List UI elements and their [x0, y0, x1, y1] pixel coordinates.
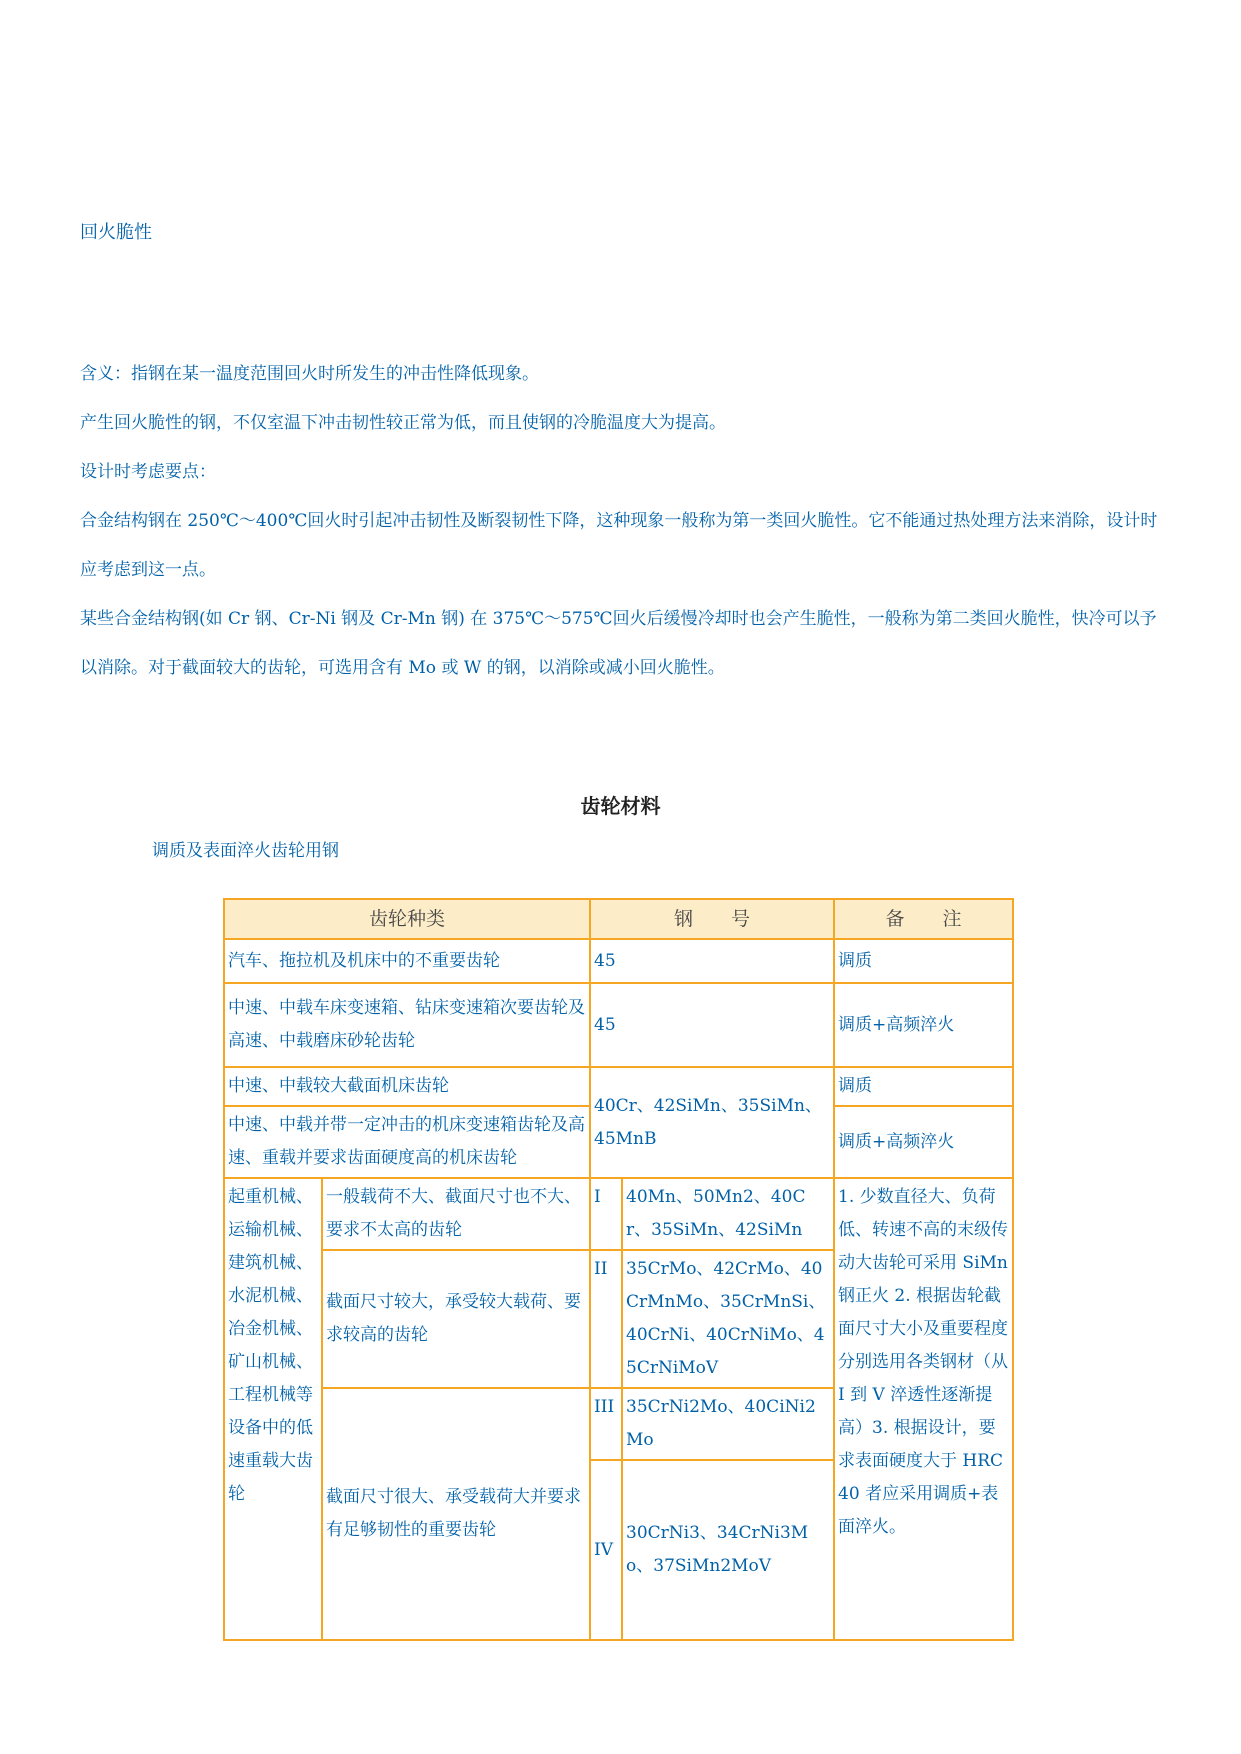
steel-cell: 35CrMo、42CrMo、40CrMnMo、35CrMnSi、40CrNi、40CrNiMo、45CrNiMoV — [622, 1250, 834, 1388]
steel-cell: 45 — [590, 939, 834, 983]
load-condition-cell: 截面尺寸较大，承受较大载荷、要求较高的齿轮 — [322, 1250, 590, 1388]
grade-cell: IV — [590, 1460, 622, 1640]
gear-type-cell: 汽车、拖拉机及机床中的不重要齿轮 — [224, 939, 590, 983]
grade-cell: III — [590, 1388, 622, 1460]
header-remarks: 备 注 — [834, 899, 1013, 939]
body-text — [80, 350, 1160, 693]
header-steel-grade: 钢 号 — [590, 899, 834, 939]
paragraph: 某些合金结构钢(如 Cr 钢、Cr-Ni 钢及 Cr-Mn 钢) 在 375℃～575℃回火后缓慢冷却时也会产生脆性，一般称为第二类回火脆性，快冷可以予以消除。对于截面较大的齿轮，可选用含有 Mo 或 W 的钢，以消除或减小回火脆性。 — [80, 609, 1157, 678]
remark-cell: 调质 — [834, 939, 1013, 983]
gear-type-cell: 中速、中载并带一定冲击的机床变速箱齿轮及高速、重载并要求齿面硬度高的机床齿轮 — [224, 1106, 590, 1178]
table-row — [224, 1067, 1013, 1106]
remark-cell: 调质+高频淬火 — [834, 983, 1013, 1067]
table-row — [224, 939, 1013, 983]
gear-category-cell: 起重机械、运输机械、建筑机械、水泥机械、冶金机械、矿山机械、工程机械等设备中的低速重载大齿轮 — [224, 1178, 322, 1640]
grade-cell: I — [590, 1178, 622, 1250]
gear-steel-table — [223, 898, 1014, 1641]
steel-cell: 40Mn、50Mn2、40Cr、35SiMn、42SiMn — [622, 1178, 834, 1250]
table-row — [224, 1178, 1013, 1250]
table-row — [224, 983, 1013, 1067]
steel-cell: 45 — [590, 983, 834, 1067]
header-gear-type: 齿轮种类 — [224, 899, 590, 939]
steel-cell: 30CrNi3、34CrNi3Mo、37SiMn2MoV — [622, 1460, 834, 1640]
gear-type-cell: 中速、中载较大截面机床齿轮 — [224, 1067, 590, 1106]
load-condition-cell: 一般载荷不大、截面尺寸也不大、要求不太高的齿轮 — [322, 1178, 590, 1250]
paragraph: 含义：指钢在某一温度范围回火时所发生的冲击性降低现象。 — [80, 364, 539, 384]
steel-cell: 40Cr、42SiMn、35SiMn、45MnB — [590, 1067, 834, 1178]
gear-type-cell: 中速、中载车床变速箱、钻床变速箱次要齿轮及高速、中载磨床砂轮齿轮 — [224, 983, 590, 1067]
grade-cell: II — [590, 1250, 622, 1388]
paragraph: 产生回火脆性的钢，不仅室温下冲击韧性较正常为低，而且使钢的冷脆温度大为提高。 — [80, 413, 726, 433]
remark-cell: 调质+高频淬火 — [834, 1106, 1013, 1178]
steel-cell: 35CrNi2Mo、40CiNi2Mo — [622, 1388, 834, 1460]
paragraph: 设计时考虑要点： — [80, 462, 216, 482]
load-condition-cell: 截面尺寸很大、承受载荷大并要求有足够韧性的重要齿轮 — [322, 1388, 590, 1640]
table-caption: 调质及表面淬火齿轮用钢 — [152, 841, 339, 861]
remark-cell: 1. 少数直径大、负荷低、转速不高的末级传动大齿轮可采用 SiMn 钢正火 2. 根据齿轮截面尺寸大小及重要程度分别选用各类钢材（从 I 到 V 淬透性逐渐提高）3. 根据设计，要求表面硬度大于 HRC40 者应采用调质+表面淬火。 — [834, 1178, 1013, 1640]
table-header-row — [224, 899, 1013, 939]
section-title: 齿轮材料 — [580, 794, 661, 818]
paragraph: 合金结构钢在 250℃～400℃回火时引起冲击韧性及断裂韧性下降，这种现象一般称为第一类回火脆性。它不能通过热处理方法来消除，设计时应考虑到这一点。 — [80, 511, 1158, 580]
section-heading: 回火脆性 — [80, 222, 152, 243]
remark-cell: 调质 — [834, 1067, 1013, 1106]
